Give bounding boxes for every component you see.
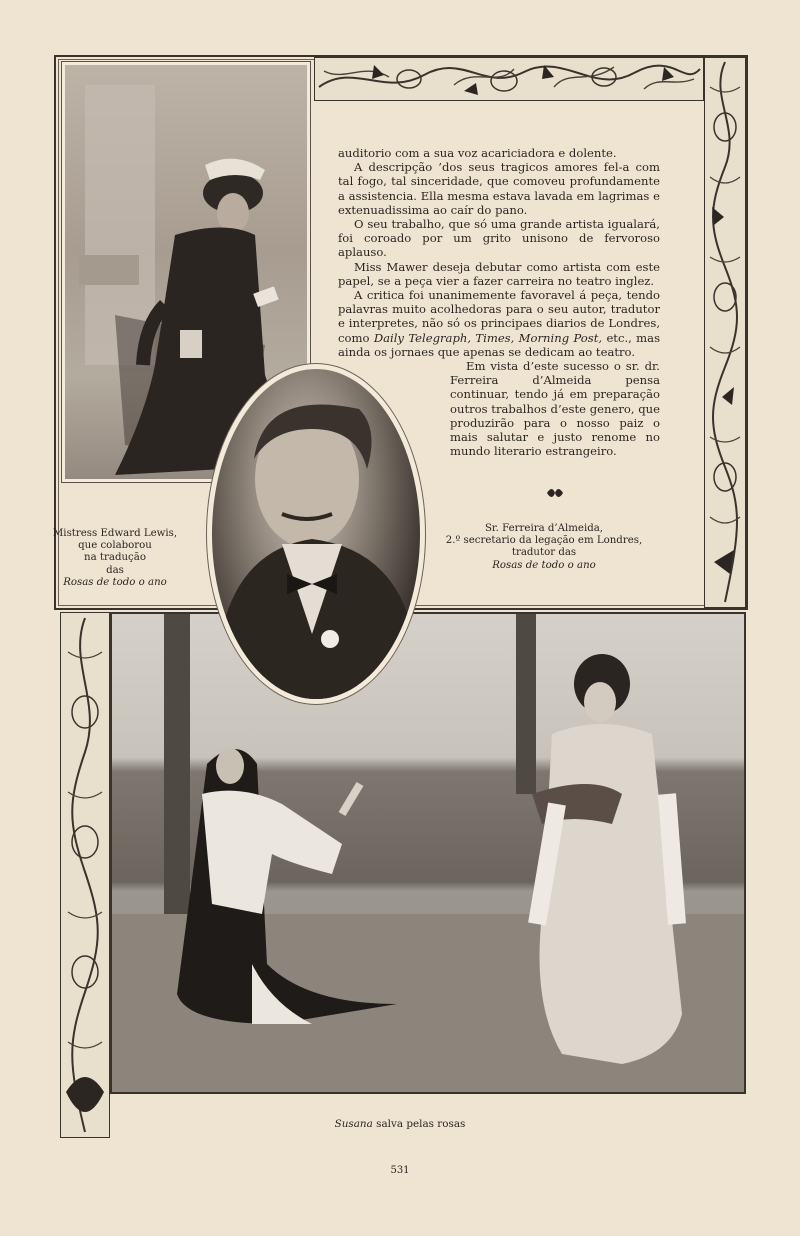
caption-title-text: Susana [334, 1118, 373, 1130]
leaf-ornament-icon [545, 484, 565, 502]
stage-scene-figures [112, 614, 744, 1092]
article-text-span: A critica foi unanimemente favoravel á peça, tendo palavras muito acolhedoras para o seu autor, tradutor e interpretes, não só os principaes diarios de Londres, como [338, 288, 660, 345]
floral-ornament-right [704, 57, 746, 608]
article-paragraph: A descripção ’dos seus tragicos amores fel-a com tal fogo, tal sinceridade, que comoveu profundamente a assistencia. Ella mesma estava lavada em lagrimas e extenuadissima ao caír do pano. [338, 160, 660, 217]
caption-ferreira-almeida [444, 523, 644, 572]
caption-mistress-lewis [40, 528, 190, 589]
article-paragraph: Em vista d’este sucesso o sr. dr. Ferreira d’Almeida pensa continuar, tendo já em preparação outros trabalhos d’este genero, que produzirão para o nosso paiz o mais salutar e justo renome no mundo literario estrangeiro. [450, 359, 660, 459]
caption-stage-scene [300, 1118, 500, 1130]
article-paragraph: O seu trabalho, que só uma grande artista igualará, foi coroado por um grito unisono de fervoroso aplauso. [338, 217, 660, 260]
caption-title-text: Rosas de todo o ano [63, 576, 167, 588]
page-number: 531 [390, 1165, 410, 1176]
article-text [338, 146, 660, 458]
article-paragraph [338, 288, 660, 359]
article-paragraph: Miss Mawer deseja debutar como artista com este papel, se a peça vier a fazer carreira no teatro inglez. [338, 259, 660, 288]
caption-line: das [106, 564, 124, 576]
caption-line: tradutor das [511, 547, 577, 559]
caption-title-text: Rosas de todo o ano [492, 559, 596, 571]
article-text-span: etc., mas ainda os jornaes que apenas se dedicam ao teatro. [338, 330, 661, 359]
caption-line: salva pelas rosas [376, 1118, 466, 1130]
floral-ornament-top [314, 57, 704, 101]
caption-line: na tradução [84, 552, 146, 564]
floral-ornament-left [60, 612, 110, 1138]
caption-title [444, 560, 644, 572]
newspaper-names: Daily Telegraph, Times, Morning Post, [373, 330, 603, 345]
caption-line: 2.º secretario da legação em Londres, [445, 535, 643, 547]
caption-line: que colaborou [78, 540, 152, 552]
caption-line: Mistress Edward Lewis, [52, 528, 178, 539]
caption-line: Sr. Ferreira d’Almeida, [484, 523, 604, 534]
article-paragraph: auditorio com a sua voz acariciadora e dolente. [338, 146, 617, 160]
photo-stage-scene [112, 614, 744, 1092]
caption-title [40, 577, 190, 589]
